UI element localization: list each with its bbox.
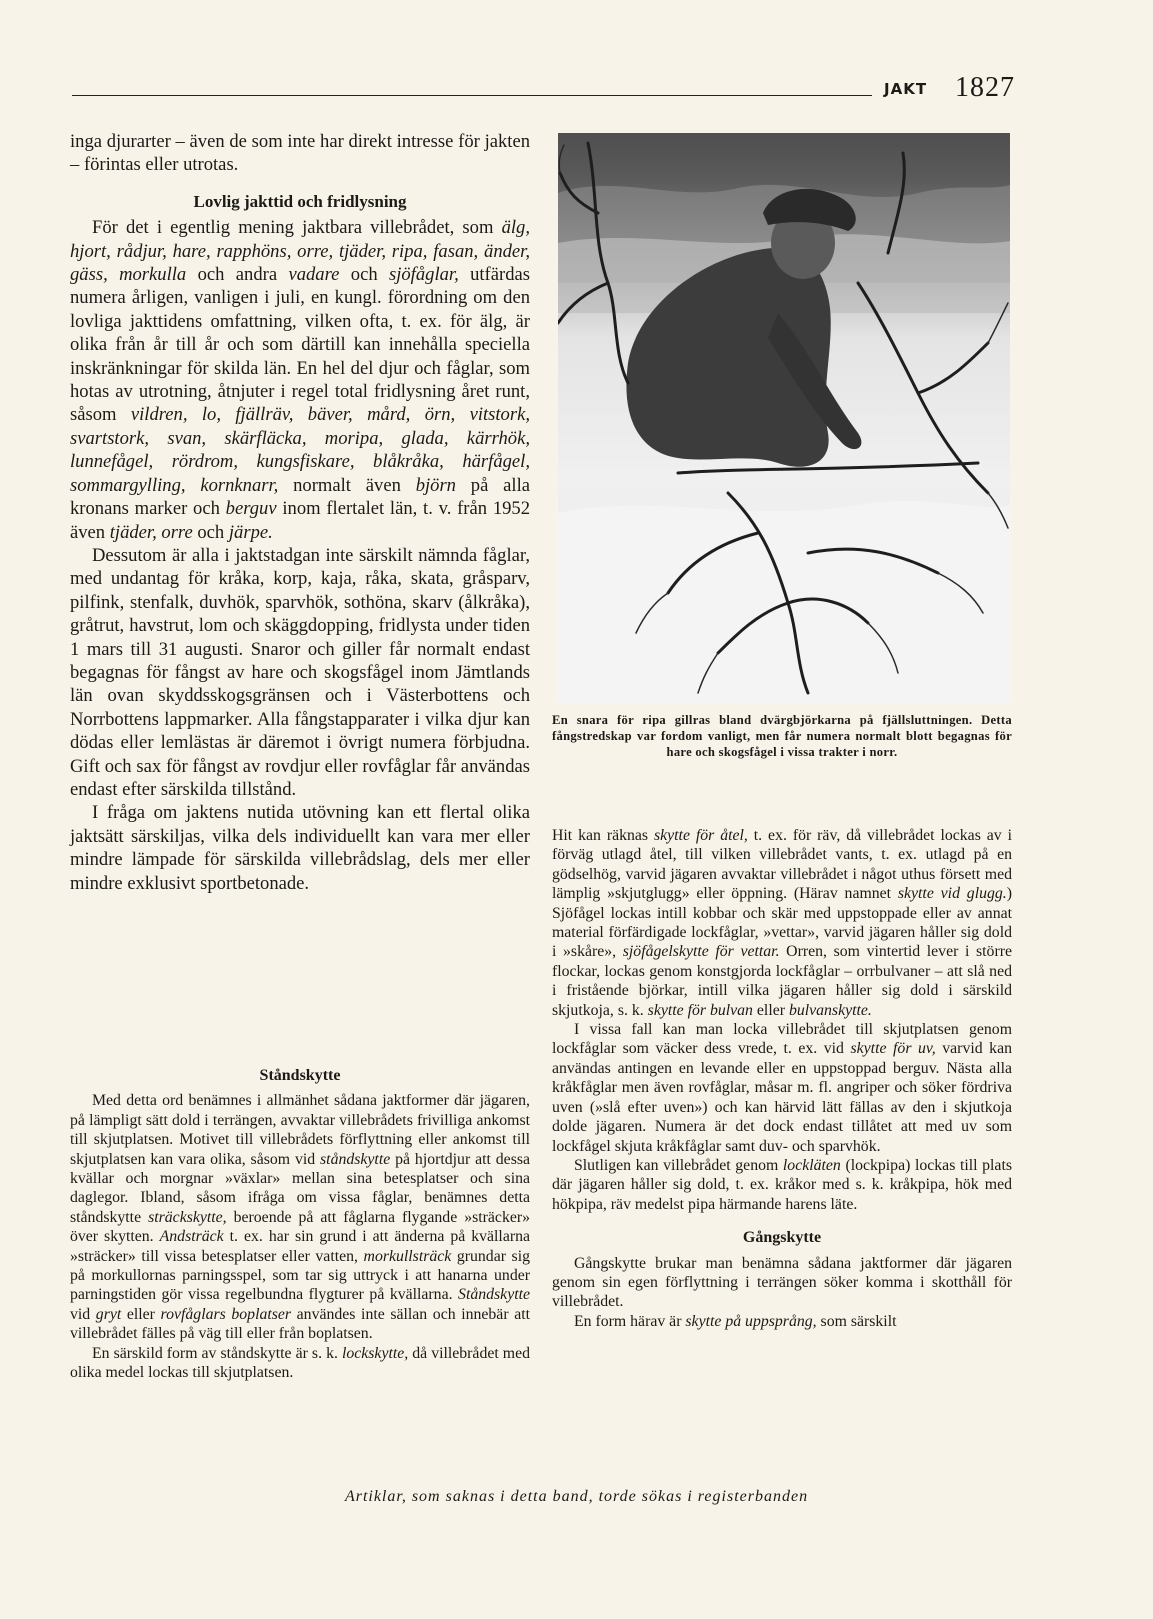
section-heading: Ståndskytte bbox=[259, 1067, 341, 1084]
paragraph: En särskild form av ståndskytte är s. k. lockskytte, då villebrådet med olika medel lockas till skjutplatsen. bbox=[70, 1344, 530, 1382]
photo-snare-hunter bbox=[558, 133, 1010, 703]
photo-illustration bbox=[558, 133, 1010, 703]
paragraph: Slutligen kan villebrådet genom lockläten (lockpipa) lockas till plats där jägaren håller sig dold, t. ex. kråkor med s. k. kråkpipa, hök med hökpipa, räv medelst pipa härmande harens läte. bbox=[552, 1156, 1012, 1213]
right-column-bottom bbox=[552, 826, 1012, 1331]
section-heading: Lovlig jakttid och fridlysning bbox=[193, 191, 407, 211]
left-column-bottom bbox=[70, 1066, 530, 1383]
paragraph: Dessutom är alla i jaktstadgan inte särskilt nämnda fåglar, med undantag för kråka, korp, kaja, råka, skata, gråsparv, pilfink, stenfalk, duvhök, sparvhök, sothöna, skarv (ålkråka), gråtrut, havstrut, lom och skäggdopping, fridlysta under tiden 1 mars till 31 augusti. Snaror och giller får normalt endast begagnas för fångst av hare och skogsfågel inom Jämtlands län ovan skyddsskogsgränsen och i Västerbottens och Norrbottens lappmarker. Alla fångstapparater i vilka djur kan dödas eller lemlästas är däremot i övrigt numera förbjudna. Gift och sax för fångst av rovdjur eller rovfåglar får användas endast efter särskilda tillstånd. bbox=[70, 544, 530, 800]
running-head: JAKT bbox=[884, 80, 928, 98]
paragraph: inga djurarter – även de som inte har direkt intresse för jakten – förintas eller utrotas. bbox=[70, 131, 530, 176]
left-column-top bbox=[70, 130, 530, 895]
paragraph: I fråga om jaktens nutida utövning kan ett flertal olika jaktsätt särskiljas, vilka dels individuellt kan vara mer eller mindre lämpade för särskilda villebrådslag, dels mer eller mindre exklusivt sportbetonade. bbox=[70, 802, 530, 894]
paragraph: Hit kan räknas skytte för åtel, t. ex. för räv, då villebrådet lockas av i förväg utlagd åtel, till vilken villebrådet vants, t. ex. utlagd på en gödselhög, varvid jägaren avvaktar villebrådet i något uthus försett med lämplig »skjutglugg» eller öppning. (Härav namnet skytte vid glugg.) Sjöfågel lockas intill kobbar och skär med uppstoppade eller av annat material förfärdigade lockfåglar, »vettar», varvid jägaren håller sig dold i »skåre», sjöfågelskytte för vettar. Orren, som vintertid lever i större flockar, lockas genom konstgjorda lockfåglar – orrbulvaner – att slå ned i fristående björkar, intill vilka jägaren håller sig dold i särskild skjutkoja, s. k. skytte för bulvan eller bulvanskytte. bbox=[552, 827, 1012, 1019]
paragraph: Med detta ord benämnes i allmänhet sådana jaktformer där jägaren, på lämpligt sätt dold i terrängen, avvaktar villebrådets frivilliga ankomst till skjutplatsen. Motivet till villebrådets förflyttning eller ankomst till skjutplatsen kan vara olika, såsom vid ståndskytte på hjortdjur att dessa kvällar och morgnar »växlar» mellan sina betesplatser och sina daglegor. Ibland, såsom ifråga om vissa fåglar, benämnes detta ståndskytte sträckskytte, beroende på att fåglarna flygande »sträcker» över skytten. Andsträck t. ex. har sin grund i att änderna på kvällarna »sträcker» till vissa betesplatser eller vatten, morkullsträck grundar sig på morkullornas parningsspel, som tar sig uttryck i att hanarna under parningstiden gör vissa regelbundna flygturer på kvällarna. Ståndskytte vid gryt eller rovfåglars boplatser användes inte sällan och innebär att villebrådet fälles på väg till eller från boplatsen. bbox=[70, 1092, 531, 1343]
header-rule bbox=[72, 95, 872, 96]
page-number: 1827 bbox=[955, 72, 1015, 103]
paragraph: Gångskytte brukar man benämna sådana jaktformer där jägaren genom sin egen förflyttning i terrängen söker komma i skotthåll för villebrådet. bbox=[552, 1254, 1012, 1311]
paragraph: En form härav är skytte på uppsprång, som särskilt bbox=[574, 1312, 897, 1330]
footer-note: Artiklar, som saknas i detta band, torde sökas i registerbanden bbox=[344, 1488, 809, 1505]
paragraph: I vissa fall kan man locka villebrådet till skjutplatsen genom lockfåglar som väcker dess vrede, t. ex. vid skytte för uv, varvid kan användas antingen en levande eller en uppstoppad berguv. Nästa alla kråkfåglar men även rovfåglar, måsar m. fl. angriper och söker fördriva uven (»slå efter uven») och kan härvid lätt fällas av den i skjutkoja dolde jägaren. Numera är det dock endast tillåtet att med uv som lockfågel skjuta kråkfåglar samt duv- och sparvhök. bbox=[552, 1021, 1012, 1155]
section-heading: Gångskytte bbox=[742, 1229, 822, 1247]
photo-caption: En snara för ripa gillras bland dvärgbjörkarna på fjällsluttningen. Detta fångstredskap var fordom vanligt, men får numera normalt blott begagnas för hare och skogsfågel i vissa trakter i norr. bbox=[552, 713, 1012, 759]
paragraph: För det i egentlig mening jaktbara villebrådet, som älg, hjort, rådjur, hare, rapphöns, orre, tjäder, ripa, fasan, änder, gäss, morkulla och andra vadare och sjöfåglar, utfärdas numera årligen, vanligen i juli, en kungl. förordning om den lovliga jakttidens omfattning, vilken ofta, t. ex. för älg, är olika från år till år och som därtill kan innehålla speciella inskränkningar för skilda län. En hel del djur och fåglar, som hotas av utrotning, åtnjuter i regel total fridlysning året runt, såsom vildren, lo, fjällräv, bäver, mård, örn, vitstork, svartstork, svan, skärfläcka, moripa, glada, kärrhök, lunnefågel, rördrom, kungsfiskare, blåkråka, härfågel, sommargylling, kornknarr, normalt även björn på alla kronans marker och berguv inom flertalet län, t. v. från 1952 även tjäder, orre och järpe. bbox=[70, 217, 531, 543]
